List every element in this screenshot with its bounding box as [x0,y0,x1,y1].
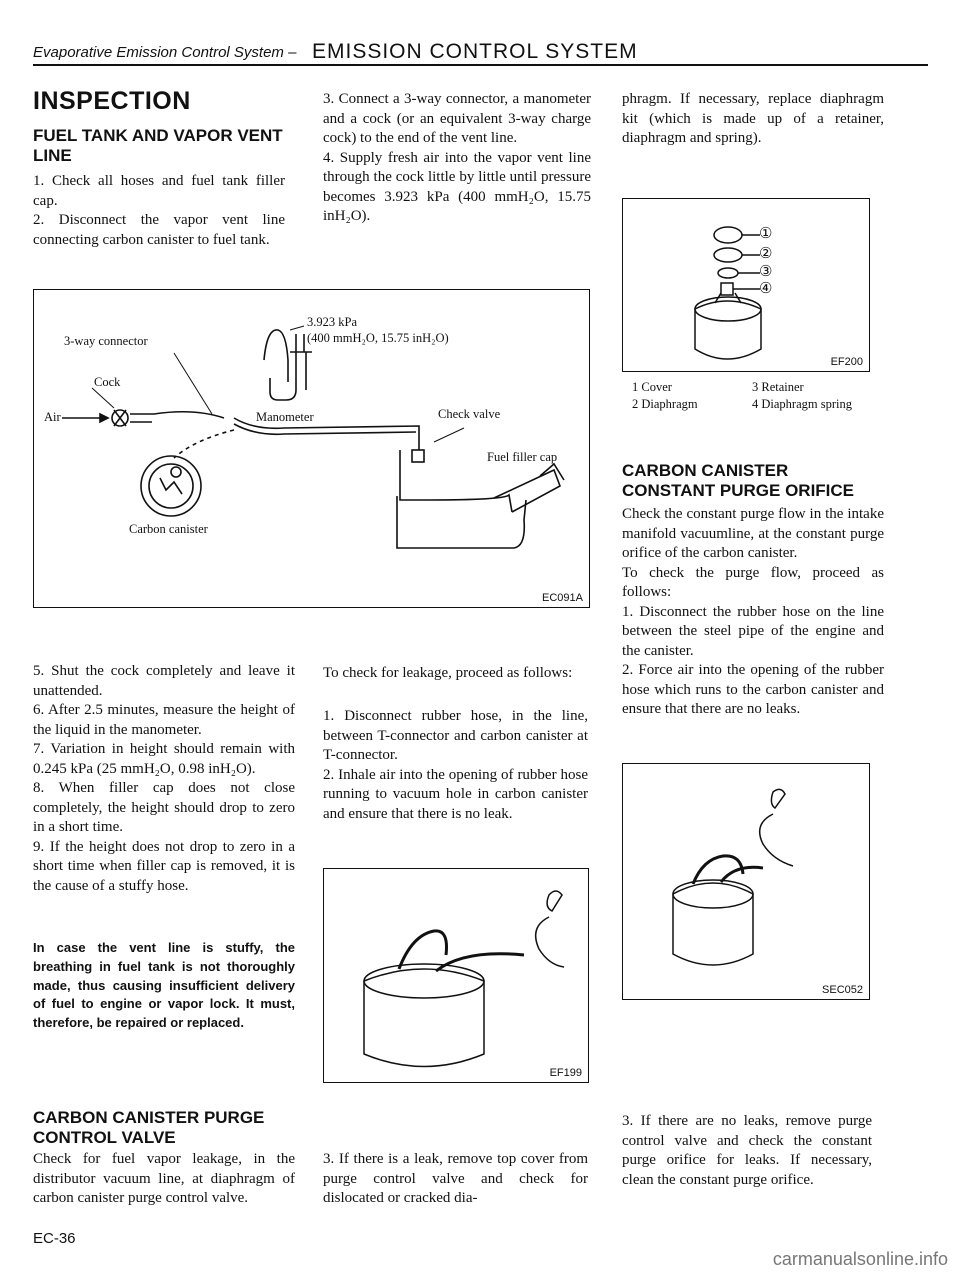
figure-inhale-canister [323,868,589,1083]
legend-item-4: 4 Diaphragm spring [752,397,852,411]
legend-item-2: 2 Diaphragm [632,397,698,411]
section-subtitle: Evaporative Emission Control System – [33,44,297,61]
figure-force-air-canister [622,763,870,1000]
figure-canister-exploded [622,198,870,372]
page-number: EC-36 [33,1230,76,1247]
paragraph-steps-1-2: 1. Check all hoses and fuel tank filler cap. 2. Disconnect the vapor vent line connecting carbon canister to fuel tank. [33,173,285,248]
paragraph-vapor-leak: Check for fuel vapor leakage, in the distributor vacuum line, at diaphragm of carbon canister purge control valve. [33,1151,295,1206]
watermark: carmanualsonline.info [772,1249,948,1269]
heading-constant-purge-orifice: CARBON CANISTER CONSTANT PURGE ORIFICE [622,461,855,500]
label-air: Air [44,410,61,424]
callout-2: ② [759,246,773,262]
section-title: EMISSION CONTROL SYSTEM [312,40,638,63]
label-3way-connector: 3-way connector [64,334,148,348]
paragraph-steps-3-4: 3. Connect a 3-way connector, a manometer and a cock (or an equivalent 3-way charge cock) to the end of the vent line. 4. Supply fresh air into the vapor vent line through the cock little by little until pressure becomes 3.923 kPa (400 mmH₂O, 15.75 inH₂O). [323,91,591,224]
callout-3: ③ [759,264,773,280]
canister-exploded-diagram [623,199,869,371]
note-stuffy-vent: In case the vent line is stuffy, the breathing in fuel tank is not thoroughly made, thus causing insufficient delivery of fuel to engine or vapor lock. It must, therefore, be repaired or replaced. [33,940,295,1031]
heading-inspection: INSPECTION [33,87,191,115]
figure-code: SEC052 [822,984,863,996]
figure-code: EC091A [542,592,583,604]
inhale-diagram [324,869,588,1082]
paragraph-inhale-test: 1. Disconnect rubber hose, in the line, between T-connector and carbon canister at T-connector. 2. Inhale air into the opening of rubber hose running to vacuum hole in carbon canister and ensure that there is no leak. [323,708,588,822]
paragraph-purge-check: Check the constant purge flow in the intake manifold vacuumline, at the constant purge orifice of the carbon canister. To check the purge flow, proceed as follows: 1. Disconnect the rubber hose on the line between the steel pipe of the engine and the canister. 2. Force air into the opening of the rubber hose which runs to the carbon canister and ensure that there are no leaks. [622,506,884,717]
legend-item-1: 1 Cover [632,380,672,394]
callout-4: ④ [759,281,773,297]
label-cock: Cock [94,375,121,389]
heading-purge-control-valve: CARBON CANISTER PURGE CONTROL VALVE [33,1108,265,1147]
callout-1: ① [759,226,773,242]
label-check-valve: Check valve [438,407,501,421]
paragraph-leak-intro: To check for leakage, proceed as follows: [323,665,573,681]
label-fuel-filler-cap: Fuel filler cap [487,450,558,464]
figure-code: EF200 [830,356,863,368]
force-air-diagram [623,764,869,999]
label-carbon-canister: Carbon canister [129,522,208,536]
paragraph-no-leaks: 3. If there are no leaks, remove purge control valve and check the constant purge orifice for leaks. If necessary, clean the constant purge orifice. [622,1113,872,1188]
header-rule [33,64,928,66]
subheading-fuel-tank: FUEL TANK AND VAPOR VENT LINE [33,126,283,165]
figure-vent-line-test [33,289,590,608]
paragraph-remove-cover: 3. If there is a leak, remove top cover from purge control valve and check for dislocated or cracked dia- [323,1151,588,1206]
label-pressure: 3.923 kPa [307,315,357,329]
label-pressure-units: (400 mmH₂O, 15.75 inH₂O) [307,331,449,345]
legend-item-3: 3 Retainer [752,380,804,394]
paragraph-diaphragm: phragm. If necessary, replace diaphragm kit (which is made up of a retainer, diaphragm and spring). [622,91,884,146]
paragraph-steps-5-9: 5. Shut the cock completely and leave it unattended. 6. After 2.5 minutes, measure the height of the liquid in the manometer. 7. Variation in height should remain with 0.245 kPa (25 mmH₂O, 0.98 inH₂O). 8. When filler cap does not close completely, the height should drop to zero in a short time. 9. If the height does not drop to zero in a short time when filler cap is removed, it is the cause of a stuffy hose. [33,663,295,894]
label-manometer: Manometer [256,410,314,424]
figure-code: EF199 [549,1067,582,1079]
